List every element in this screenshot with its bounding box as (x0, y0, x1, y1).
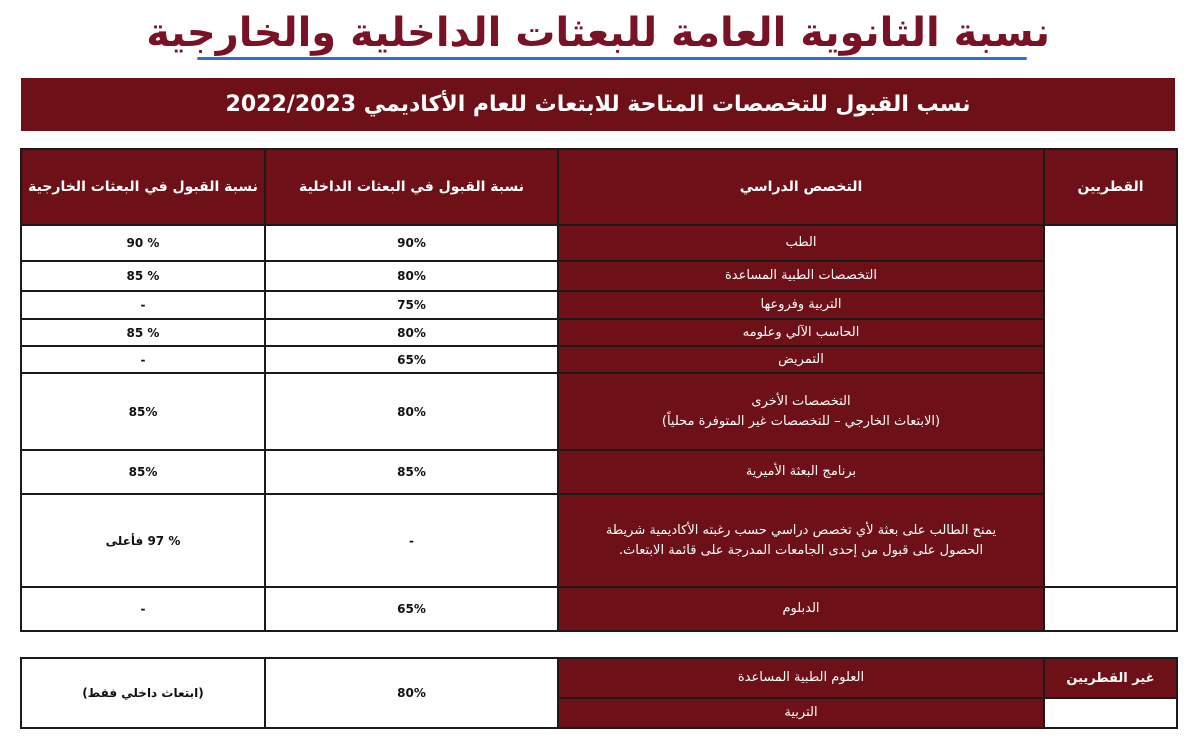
specialization-line: يمنح الطالب على بعثة لأي تخصص دراسي حسب رغبته الأكاديمية شريطة (605, 522, 997, 538)
table-row (21, 373, 1177, 450)
internal-rate-cell: 80% (265, 658, 558, 728)
specialization-cell: برنامج البعثة الأميرية (558, 450, 1044, 494)
internal-rate-cell: - (265, 494, 558, 587)
qatari-admission-table (20, 148, 1178, 632)
title-underline (197, 57, 1027, 60)
specialization-cell: الطب (558, 225, 1044, 261)
table-row (21, 261, 1177, 291)
category-qatari-cell (1044, 225, 1177, 587)
specialization-cell: التخصصات الطبية المساعدة (558, 261, 1044, 291)
internal-rate-cell: 80% (265, 373, 558, 450)
external-rate-cell: % 97 فأعلى (21, 494, 265, 587)
table-row (21, 319, 1177, 346)
specialization-cell: الحاسب الآلي وعلومه (558, 319, 1044, 346)
external-rate-cell: 85% (21, 450, 265, 494)
external-rate-cell: 90 % (21, 225, 265, 261)
external-rate-cell: - (21, 587, 265, 631)
header-category: القطريين (1044, 149, 1177, 225)
specialization-cell: التربية (558, 698, 1044, 728)
internal-rate-cell: 80% (265, 319, 558, 346)
specialization-line: الحصول على قبول من إحدى الجامعات المدرجة على قائمة الابتعاث. (618, 542, 984, 558)
specialization-cell: العلوم الطبية المساعدة (558, 658, 1044, 698)
external-rate-cell: (ابتعاث داخلي فقط) (21, 658, 265, 728)
category-empty-cell (1044, 698, 1177, 728)
header-specialization: التخصص الدراسي (558, 149, 1044, 225)
external-rate-cell: 85 % (21, 319, 265, 346)
external-rate-cell: - (21, 291, 265, 319)
table-row (21, 587, 1177, 631)
table-row (21, 291, 1177, 319)
table-row (21, 225, 1177, 261)
category-empty-cell (1044, 587, 1177, 631)
table-row (21, 450, 1177, 494)
internal-rate-cell: 85% (265, 450, 558, 494)
header-internal: نسبة القبول في البعثات الداخلية (265, 149, 558, 225)
table-row (21, 658, 1177, 698)
internal-rate-cell: 65% (265, 346, 558, 373)
table-banner: نسب القبول للتخصصات المتاحة للابتعاث للعام الأكاديمي 2022/2023 (21, 78, 1175, 131)
non-qatari-admission-table (20, 657, 1178, 729)
category-non-qatari-cell: غير القطريين (1044, 658, 1177, 698)
specialization-note: (الابتعاث الخارجي – للتخصصات غير المتوفرة محلياً) (661, 413, 941, 429)
specialization-cell (558, 373, 1044, 450)
external-rate-cell: - (21, 346, 265, 373)
specialization-cell: التربية وفروعها (558, 291, 1044, 319)
internal-rate-cell: 75% (265, 291, 558, 319)
page-title: نسبة الثانوية العامة للبعثات الداخلية والخارجية (146, 10, 1050, 56)
external-rate-cell: 85 % (21, 261, 265, 291)
specialization-cell: التمريض (558, 346, 1044, 373)
specialization-cell: الدبلوم (558, 587, 1044, 631)
table-header-row (21, 149, 1177, 225)
specialization-line: التخصصات الأخرى (751, 393, 851, 409)
table-row (21, 346, 1177, 373)
table-row (21, 494, 1177, 587)
external-rate-cell: 85% (21, 373, 265, 450)
internal-rate-cell: 80% (265, 261, 558, 291)
internal-rate-cell: 90% (265, 225, 558, 261)
specialization-cell (558, 494, 1044, 587)
internal-rate-cell: 65% (265, 587, 558, 631)
header-external: نسبة القبول في البعثات الخارجية (21, 149, 265, 225)
